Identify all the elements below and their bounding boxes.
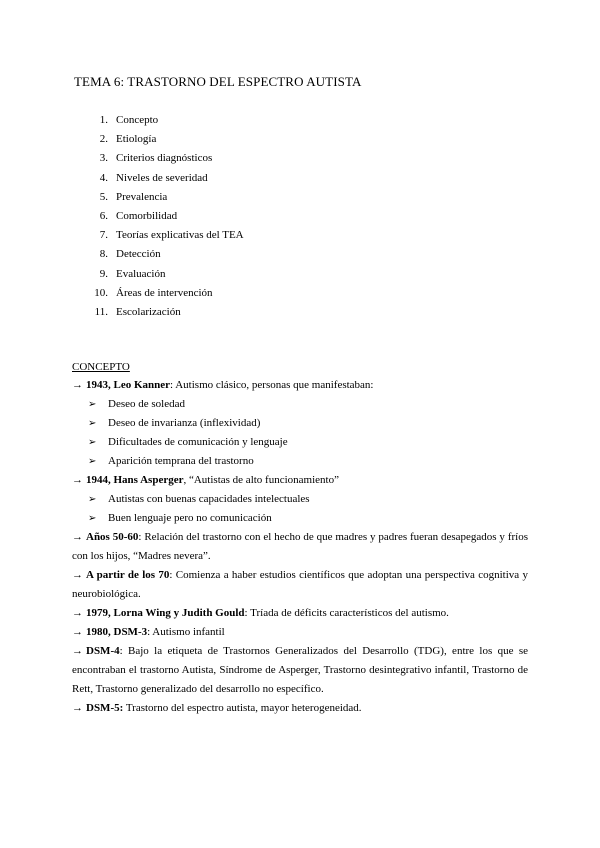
bullet-arrow-icon: ➢: [88, 513, 97, 524]
list-item: ➢ Aparición temprana del trastorno: [72, 452, 528, 471]
arrow-icon: →: [72, 626, 83, 638]
timeline-entry-dsm3: → 1980, DSM-3: Autismo infantil: [72, 626, 225, 638]
timeline-entry-50s: → Años 50-60: Relación del trastorno con el hecho de que madres y padres fueran desapegados y fríos con los hijos, “Madres nevera”.: [72, 531, 528, 562]
arrow-icon: →: [72, 702, 83, 714]
arrow-icon: →: [72, 379, 83, 391]
timeline-entry-wing: → 1979, Lorna Wing y Judith Gould: Tríada de déficits característicos del autismo.: [72, 607, 449, 619]
arrow-icon: →: [72, 607, 83, 619]
bullet-arrow-icon: ➢: [88, 437, 97, 448]
toc-item: 5. Prevalencia: [99, 190, 168, 203]
timeline-entry-dsm4: → DSM-4: Bajo la etiqueta de Trastornos Generalizados del Desarrollo (TDG), entre los que se encontraban el trastorno Autista, Síndrome de Asperger, Trastorno desintegrativo infantil, Trastorno de Rett, Trastorno generalizado del desarrollo no específico.: [72, 645, 528, 695]
list-item: ➢ Buen lenguaje pero no comunicación: [72, 509, 528, 528]
toc-item: 10. Áreas de intervención: [94, 286, 213, 299]
bullet-arrow-icon: ➢: [88, 494, 97, 505]
toc-item: 11. Escolarización: [94, 305, 181, 318]
list-item: ➢ Deseo de invarianza (inflexividad): [72, 414, 528, 433]
toc-item: 8. Detección: [99, 248, 161, 261]
timeline-entry-kanner: → 1943, Leo Kanner: Autismo clásico, personas que manifestaban:: [72, 379, 374, 391]
toc-item: 3. Criterios diagnósticos: [99, 152, 213, 165]
list-item: ➢ Deseo de soledad: [72, 395, 528, 414]
timeline-entry-70s: → A partir de los 70: Comienza a haber estudios científicos que adoptan una perspectiva cognitiva y neurobiológica.: [72, 569, 528, 600]
timeline-entry-asperger: → 1944, Hans Asperger, “Autistas de alto funcionamiento”: [72, 474, 339, 486]
bullet-arrow-icon: ➢: [88, 418, 97, 429]
toc-item: 9. Evaluación: [99, 267, 166, 280]
timeline-entry-dsm5: → DSM-5: Trastorno del espectro autista, mayor heterogeneidad.: [72, 702, 362, 714]
toc-item: 2. Etiología: [99, 133, 157, 146]
toc-item: 6. Comorbilidad: [99, 209, 178, 222]
concept-section: [72, 358, 528, 718]
arrow-icon: →: [72, 531, 83, 543]
document-title: TEMA 6: TRASTORNO DEL ESPECTRO AUTISTA: [74, 74, 362, 89]
arrow-icon: →: [72, 569, 83, 581]
arrow-icon: →: [72, 645, 83, 657]
arrow-icon: →: [72, 474, 83, 486]
table-of-contents: [88, 111, 244, 322]
list-item: ➢ Autistas con buenas capacidades intelectuales: [72, 490, 528, 509]
bullet-arrow-icon: ➢: [88, 456, 97, 467]
list-item: ➢ Dificultades de comunicación y lenguaje: [72, 433, 528, 452]
bullet-arrow-icon: ➢: [88, 399, 97, 410]
toc-item: 4. Niveles de severidad: [99, 171, 208, 184]
section-heading: CONCEPTO: [72, 361, 130, 373]
toc-item: 7. Teorías explicativas del TEA: [99, 229, 244, 242]
toc-item: 1. Concepto: [99, 114, 159, 126]
